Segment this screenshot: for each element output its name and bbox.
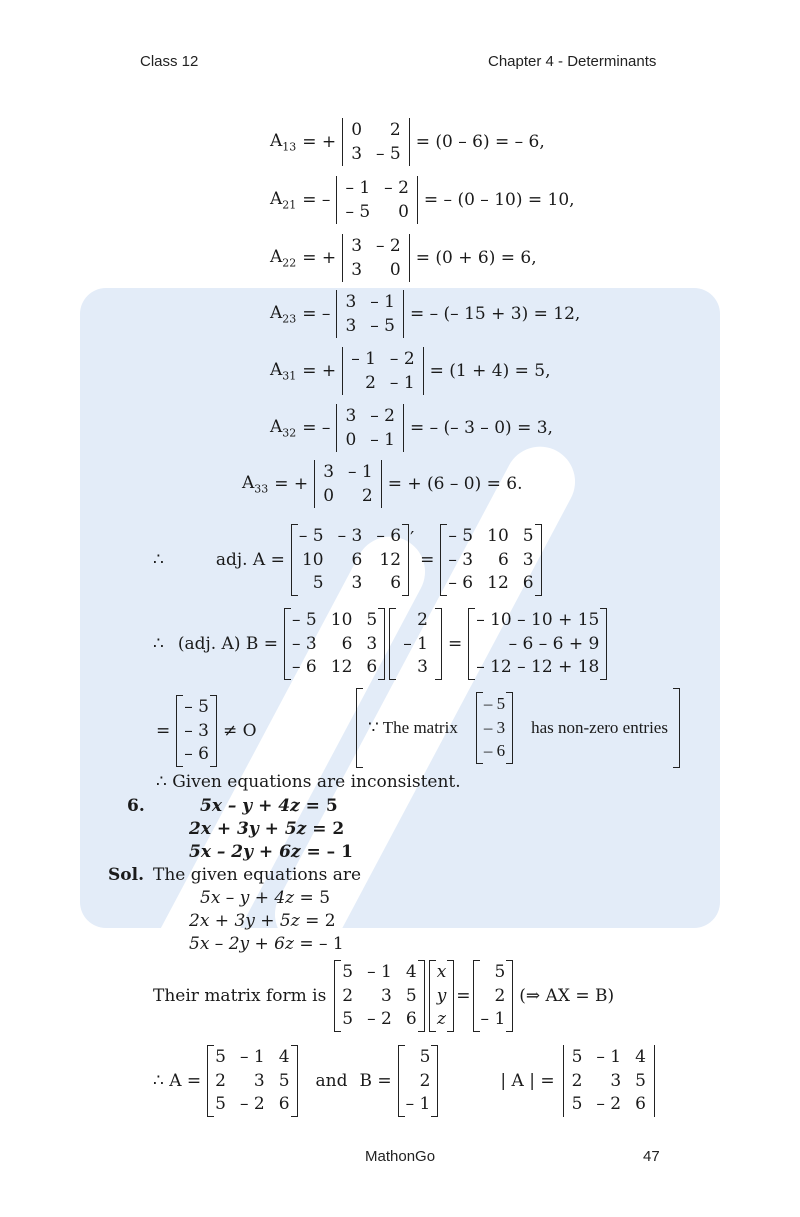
cofactor-row: $A_{13}$ = + 0 2 3 – 5 = (0 – 6) = – 6,	[270, 118, 551, 166]
cofactor-matrix: – 5 – 3 – 6 10 6 12 5 3 6	[291, 524, 409, 596]
header-chapter: Chapter 4 - Determinants	[488, 53, 657, 70]
minor-determinant: – 1 – 2 – 5 0	[336, 176, 417, 224]
cofactor-row: $A_{31}$ = + – 1 – 2 2 – 1 = (1 + 4) = 5,	[270, 347, 557, 395]
cofactor-label: $A_{32}$	[270, 416, 297, 440]
minor-determinant: – 1 – 2 2 – 1	[342, 347, 423, 395]
matrix-a: 5 – 1 4 2 3 5 5 – 2 6	[207, 1045, 297, 1117]
determinant-a: 5 – 1 4 2 3 5 5 – 2 6	[563, 1045, 655, 1117]
cofactor-label: $A_{13}$	[270, 130, 297, 154]
solution-eq-1: 5x – y + 4z = 5	[200, 888, 331, 908]
minor-determinant: 3 – 1 3 – 5	[336, 290, 404, 338]
question-eq-1: 5x – y + 4z = 5	[200, 796, 338, 816]
reason-bracket: ∵ The matrix – 5 – 3 – 6 has non-zero entries	[356, 688, 680, 768]
matrix-b: 5 2 – 1	[398, 1045, 439, 1117]
conclusion-text: ∴ Given equations are inconsistent.	[156, 772, 461, 792]
solution-intro: The given equations are	[153, 865, 362, 885]
footer-brand: MathonGo	[365, 1148, 436, 1165]
cofactor-row: $A_{33}$ = + 3 – 1 0 2 = + (6 – 0) = 6.	[242, 460, 529, 508]
solution-label: Sol.	[108, 865, 144, 885]
nonzero-reason	[356, 688, 680, 768]
matrix-definitions: ∴ A = 5 – 1 4 2 3 5 5 – 2 6 and B = 5 2 – 1 | A | = 5 – 1 4 2 3 5 5 – 2 6	[153, 1045, 655, 1117]
solution-eq-3: 5x – 2y + 6z = – 1	[189, 934, 344, 954]
b-vector: 2 – 1 3	[389, 608, 442, 680]
coefficient-matrix: 5 – 1 4 2 3 5 5 – 2 6	[334, 960, 424, 1032]
cofactor-label: $A_{31}$	[270, 359, 297, 383]
minor-determinant: 3 – 2 0 – 1	[336, 404, 404, 452]
result-vector: – 5 – 3 – 6	[176, 695, 217, 767]
question-eq-3: 5x – 2y + 6z = – 1	[189, 842, 353, 862]
adjoint-matrix: – 5 10 5 – 3 6 3 – 6 12 6	[284, 608, 385, 680]
cofactor-row: $A_{23}$ = – 3 – 1 3 – 5 = – (– 15 + 3) = 12,	[270, 290, 586, 338]
minor-determinant: 3 – 1 0 2	[314, 460, 382, 508]
cofactor-row: $A_{32}$ = – 3 – 2 0 – 1 = – (– 3 – 0) = 3,	[270, 404, 559, 452]
cofactor-row: $A_{21}$ = – – 1 – 2 – 5 0 = – (0 – 10) = 10,	[270, 176, 581, 224]
cofactor-label: $A_{21}$	[270, 188, 297, 212]
question-eq-2: 2x + 3y + 5z = 2	[189, 819, 345, 839]
nonzero-result: = – 5 – 3 – 6 ≠ O	[156, 695, 263, 767]
variable-vector: x y z	[429, 960, 455, 1032]
question-number: 6.	[127, 796, 145, 816]
cofactor-label: $A_{23}$	[270, 302, 297, 326]
solution-eq-2: 2x + 3y + 5z = 2	[189, 911, 336, 931]
matrix-form: Their matrix form is 5 – 1 4 2 3 5 5 – 2 6 x y z = 5 2 – 1 (⇒ AX = B)	[153, 960, 620, 1032]
minor-determinant: 3 – 2 3 0	[342, 234, 410, 282]
minor-determinant: 0 2 3 – 5	[342, 118, 410, 166]
constant-vector: 5 2 – 1	[473, 960, 514, 1032]
page-number: 47	[643, 1148, 660, 1165]
adjoint-equation: ∴ adj. A = – 5 – 3 – 6 10 6 12 5 3 6 ′ = – 5 10 5 – 3 6 3 – 6 12 6	[153, 524, 542, 596]
cofactor-label: $A_{33}$	[242, 472, 269, 496]
product-vector: – 10 – 10 + 15 – 6 – 6 + 9 – 12 – 12 + 18	[468, 608, 607, 680]
adjoint-matrix: – 5 10 5 – 3 6 3 – 6 12 6	[440, 524, 541, 596]
header-class: Class 12	[140, 53, 199, 70]
cofactor-row: $A_{22}$ = + 3 – 2 3 0 = (0 + 6) = 6,	[270, 234, 543, 282]
reason-vector: – 5 – 3 – 6	[476, 692, 513, 764]
cofactor-label: $A_{22}$	[270, 246, 297, 270]
adjoint-times-b: ∴ (adj. A) B = – 5 10 5 – 3 6 3 – 6 12 6 2 – 1 3 = – 10 – 10 + 15 – 6 – 6 + 9 – 12 – 12 + 18	[153, 608, 607, 680]
